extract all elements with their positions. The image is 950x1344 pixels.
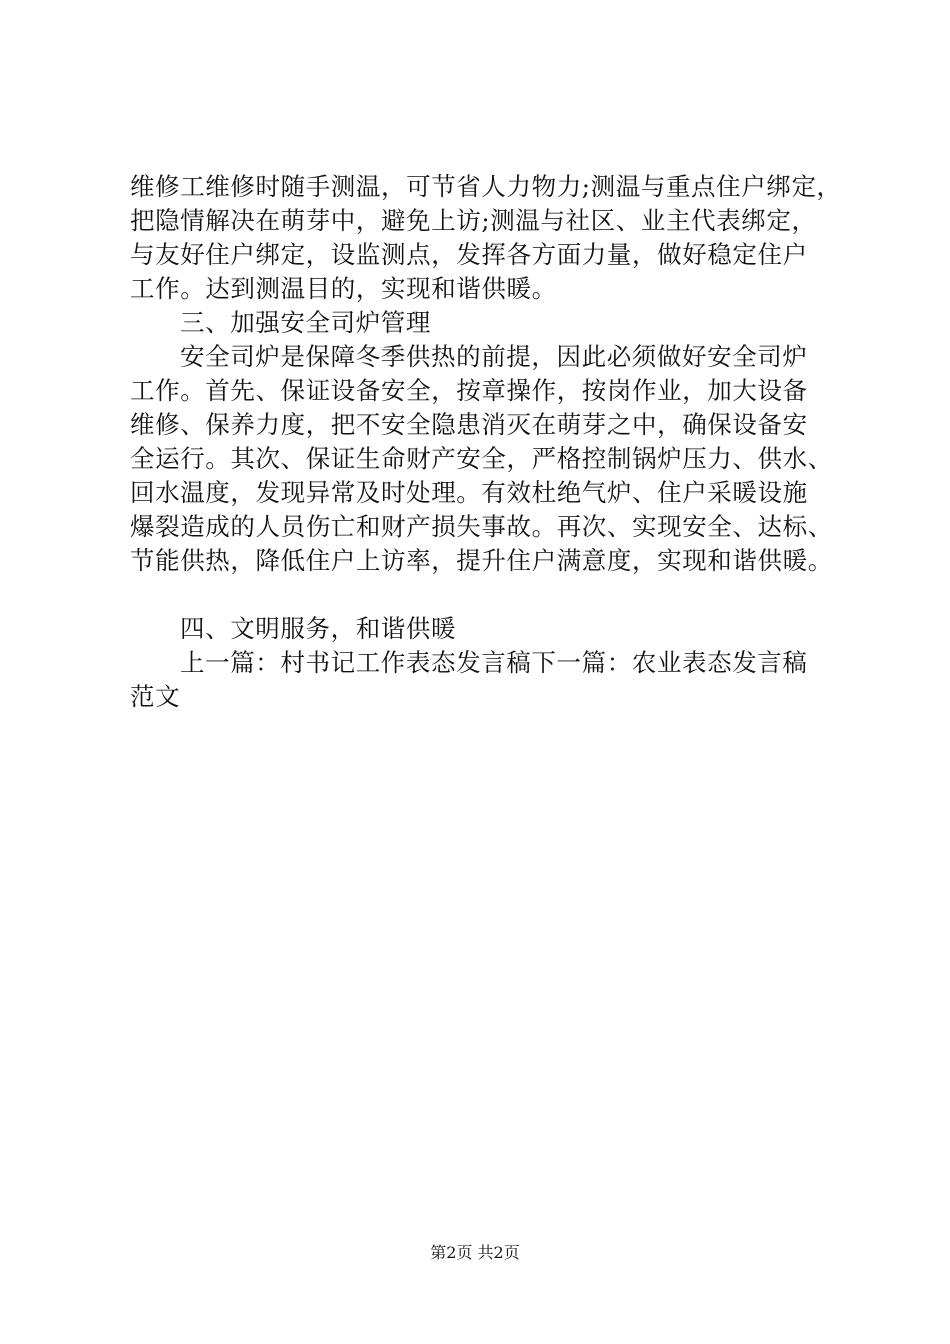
paragraph-measurement (130, 170, 850, 306)
prev-next-navigation[interactable] (130, 646, 850, 714)
text-line: 全运行。其次、保证生命财产安全，严格控制锅炉压力、供水、 (130, 444, 833, 473)
nav-link-line[interactable]: 上一篇：村书记工作表态发言稿下一篇：农业表态发言稿 (180, 648, 808, 677)
section-heading-4: 四、文明服务，和谐供暖 (180, 614, 457, 643)
page-footer: 第2页 共2页 (430, 1243, 520, 1262)
text-line: 工作。达到测温目的，实现和谐供暖。 (130, 274, 557, 303)
text-line: 节能供热，降低住户上访率，提升住户满意度，实现和谐供暖。 (130, 546, 833, 575)
text-line: 回水温度，发现异常及时处理。有效杜绝气炉、住户采暖设施 (130, 478, 808, 507)
document-body (130, 170, 850, 714)
text-line: 安全司炉是保障冬季供热的前提，因此必须做好安全司炉 (180, 342, 808, 371)
text-line: 爆裂造成的人员伤亡和财产损失事故。再次、实现安全、达标、 (130, 512, 833, 541)
text-line: 把隐情解决在萌芽中，避免上访;测温与社区、业主代表绑定， (130, 206, 817, 235)
paragraph-boiler-safety (130, 340, 850, 578)
text-line: 与友好住户绑定，设监测点，发挥各方面力量，做好稳定住户 (130, 240, 808, 269)
text-line: 维修工维修时随手测温，可节省人力物力;测温与重点住户绑定， (130, 172, 842, 201)
text-line: 工作。首先、保证设备安全，按章操作，按岗作业，加大设备 (130, 376, 808, 405)
section-heading-3: 三、加强安全司炉管理 (180, 308, 431, 337)
paragraph-gap (130, 578, 850, 612)
nav-link-line[interactable]: 范文 (130, 682, 181, 711)
text-line: 维修、保养力度，把不安全隐患消灭在萌芽之中，确保设备安 (130, 410, 808, 439)
